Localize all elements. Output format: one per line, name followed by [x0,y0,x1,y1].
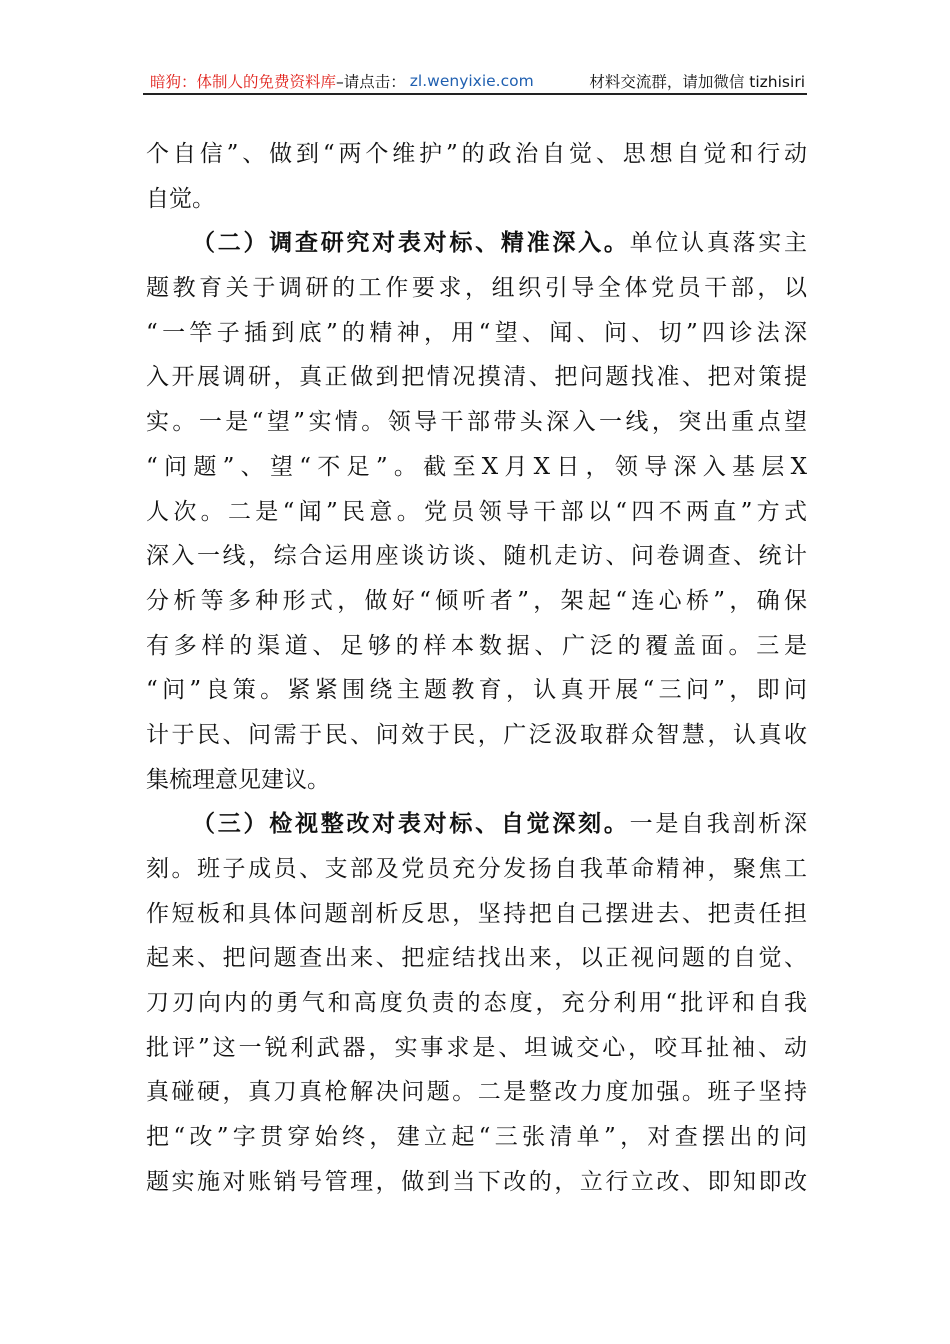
line-text: 个自信”、做到“两个维护”的政治自觉、思想自觉和行动 [146,141,807,167]
section-heading: （三）检视整改对表对标、自觉深刻。 [192,810,630,838]
line-text: 集梳理意见建议。 [146,766,330,793]
line-text: 有多样的渠道、足够的样本数据、广泛的覆盖面。三是 [146,632,807,659]
line-text: 计于民、问需于民、问效于民，广泛汲取群众智慧，认真收 [146,721,807,748]
header-brand: 暗狗：体制人的免费资料库 [150,73,337,91]
line-text: 人次。二是“闻”民意。党员领导干部以“四不两直”方式 [146,498,807,525]
text-line [146,534,807,579]
header-divider [143,93,807,95]
line-text: 入开展调研，真正做到把情况摸清、把问题找准、把对策提 [146,364,807,391]
text-line [146,177,807,222]
line-text: 一是自我剖析深 [629,811,807,838]
header-contact: 材料交流群，请加微信 tizhisiri [589,73,805,91]
line-text: 刻。班子成员、支部及党员充分发扬自我革命精神，聚焦工 [146,856,807,882]
section-heading-line [146,221,807,266]
text-line [146,1115,807,1160]
line-text: 题教育关于调研的工作要求，组织引导全体党员干部，以 [146,275,807,302]
text-line [146,713,807,758]
line-text: 自觉。 [146,185,215,212]
line-text: 起来、把问题查出来、把症结找出来，以正视问题的自觉、 [146,945,807,972]
text-line [146,355,807,400]
text-line [146,311,807,356]
text-line [146,892,807,937]
text-line [146,936,807,981]
line-text: 分析等多种形式，做好“倾听者”，架起“连心桥”，确保 [146,587,807,614]
text-line [146,981,807,1026]
line-text: “问”良策。紧紧围绕主题教育，认真开展“三问”，即问 [146,677,807,704]
line-text: 实。一是“望”实情。领导干部带头深入一线，突出重点望 [146,409,807,436]
line-text: “一竿子插到底”的精神，用“望、闻、问、切”四诊法深 [146,319,807,346]
text-line [146,266,807,311]
text-line [146,1026,807,1071]
text-line [146,445,807,490]
text-line [146,490,807,535]
text-line [146,1070,807,1115]
line-text: 批评”这一锐利武器，实事求是、坦诚交心，咬耳扯袖、动 [146,1034,807,1061]
text-line [146,668,807,713]
line-text: “问题”、望“不足”。截至X月X日，领导深入基层X [146,453,807,480]
line-text: 把“改”字贯穿始终，建立起“三张清单”，对查摆出的问 [146,1124,807,1151]
section-heading: （二）调查研究对表对标、精准深入。 [192,229,630,257]
line-text: 题实施对账销号管理，做到当下改的，立行立改、即知即改 [146,1168,807,1195]
text-line [146,132,807,177]
text-line [146,579,807,624]
document-body [146,132,807,1205]
line-text: 真碰硬，真刀真枪解决问题。二是整改力度加强。班子坚持 [146,1079,807,1106]
header-prompt: –请点击： [336,73,406,91]
line-text: 深入一线，综合运用座谈访谈、随机走访、问卷调查、统计 [146,543,807,570]
text-line [146,1160,807,1205]
text-line [146,400,807,445]
page-header [150,70,805,92]
section-heading-line [146,802,807,847]
line-text: 单位认真落实主 [629,230,807,257]
text-line [146,624,807,669]
text-line [146,847,807,892]
line-text: 刀刃向内的勇气和高度负责的态度，充分利用“批评和自我 [146,990,807,1017]
line-text: 作短板和具体问题剖析反思，坚持把自己摆进去、把责任担 [146,900,807,927]
text-line [146,758,807,803]
header-link[interactable]: zl.wenyixie.com [409,72,534,90]
